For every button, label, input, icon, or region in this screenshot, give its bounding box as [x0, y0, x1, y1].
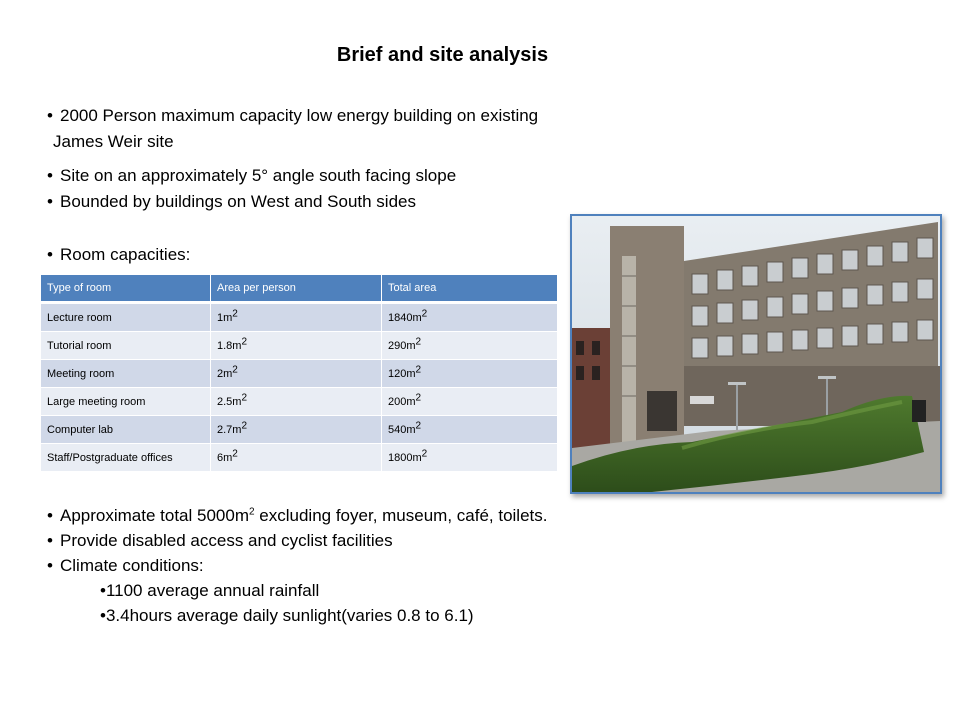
room-capacity-table: [41, 275, 557, 472]
cell-room-type: Staff/Postgraduate offices: [41, 444, 211, 472]
cell-total-area: $120m^2$: [382, 360, 557, 388]
sunlight-text: 3.4hours average daily sunlight(varies 0.8 to 6.1): [105, 606, 474, 625]
table-row: [41, 444, 557, 472]
bullet-climate: [47, 554, 204, 578]
total-area-suffix: excluding foyer, museum, café, toilets.: [254, 506, 548, 525]
total-area-sup: 2: [249, 506, 255, 518]
building-illustration: [572, 216, 940, 492]
sub-bullet-rainfall: [100, 579, 319, 603]
bullet-dot: •: [47, 531, 53, 550]
cell-total-area: $540m^2$: [382, 416, 557, 444]
bullet-access: [47, 529, 393, 553]
bullet-capacity-continuation: [53, 130, 174, 154]
bullet-dot: •: [47, 192, 53, 211]
cell-room-type: Computer lab: [41, 416, 211, 444]
bullet-bounded: [47, 190, 416, 214]
table-row: [41, 360, 557, 388]
total-area-prefix: Approximate total 5000m: [60, 506, 249, 525]
bullet-dot: •: [47, 506, 53, 525]
bullet-total-area: [47, 504, 547, 528]
bullet-dot: •: [100, 606, 106, 625]
bullet-dot: •: [47, 166, 53, 185]
cell-room-type: Lecture room: [41, 304, 211, 332]
site-building-photo: [570, 214, 942, 494]
bullet-bounded-text: Bounded by buildings on West and South sides: [60, 192, 416, 211]
bullet-capacity-line1: 2000 Person maximum capacity low energy building on existing: [60, 106, 539, 125]
cell-total-area: $200m^2$: [382, 388, 557, 416]
cell-area-per-person: $1.8m^2$: [211, 332, 382, 360]
cell-total-area: $290m^2$: [382, 332, 557, 360]
bullet-access-text: Provide disabled access and cyclist facilities: [60, 531, 393, 550]
table-row: [41, 304, 557, 332]
table-row: [41, 388, 557, 416]
bullet-capacity: [47, 104, 538, 128]
bullet-dot: •: [47, 106, 53, 125]
header-area-per-person: Area per person: [211, 275, 382, 304]
cell-room-type: Tutorial room: [41, 332, 211, 360]
cell-room-type: Large meeting room: [41, 388, 211, 416]
cell-room-type: Meeting room: [41, 360, 211, 388]
table-row: [41, 416, 557, 444]
header-type: Type of room: [41, 275, 211, 304]
table-row: [41, 332, 557, 360]
cell-area-per-person: $2.7m^2$: [211, 416, 382, 444]
cell-area-per-person: $2.5m^2$: [211, 388, 382, 416]
sub-bullet-sunlight: [100, 604, 474, 628]
rainfall-text: 1100 average annual rainfall: [105, 581, 320, 600]
bullet-dot: •: [47, 245, 53, 264]
cell-area-per-person: $2m^2$: [211, 360, 382, 388]
bullet-climate-text: Climate conditions:: [60, 556, 204, 575]
bullet-slope-text: Site on an approximately 5° angle south facing slope: [60, 166, 457, 185]
bullet-dot: •: [47, 556, 53, 575]
cell-total-area: $1800m^2$: [382, 444, 557, 472]
bullet-slope: [47, 164, 456, 188]
bullet-room-capacities: [47, 243, 190, 267]
cell-area-per-person: $1m^2$: [211, 304, 382, 332]
bullet-dot: •: [100, 581, 106, 600]
bullet-room-capacities-text: Room capacities:: [60, 245, 191, 264]
cell-area-per-person: $6m^2$: [211, 444, 382, 472]
table-header-row: [41, 275, 557, 304]
cell-total-area: $1840m^2$: [382, 304, 557, 332]
header-total-area: Total area: [382, 275, 557, 304]
bullet-capacity-line2: James Weir site: [53, 132, 174, 151]
slide-title: Brief and site analysis: [336, 44, 549, 66]
